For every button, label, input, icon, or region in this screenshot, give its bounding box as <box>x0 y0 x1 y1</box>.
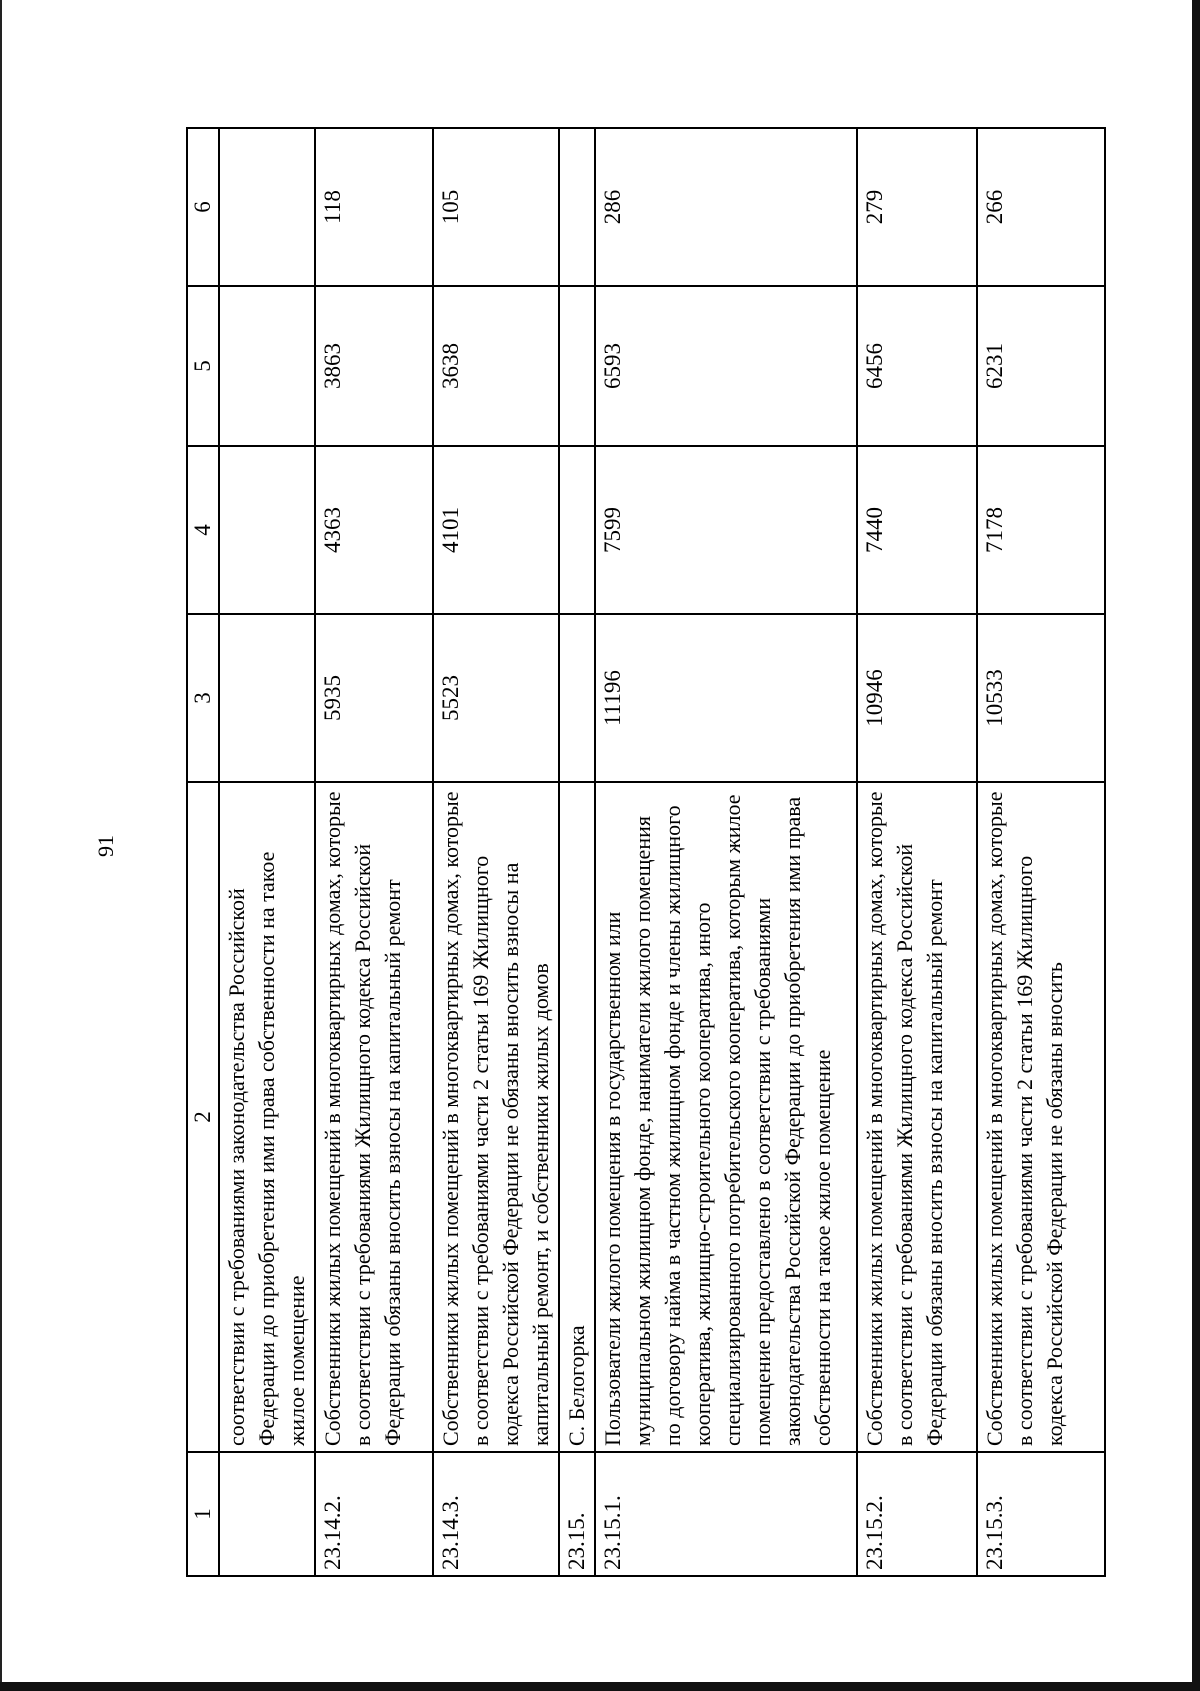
row-col-6: 286 <box>595 128 857 286</box>
row-description: Собственники жилых помещений в многоквартирных домах, которые в соответствии с требованиями Жилищного кодекса Российской Федерации обязаны вносить взносы на капитальный ремонт <box>315 782 433 1452</box>
scan-border-right <box>1192 0 1200 1691</box>
row-col-5 <box>219 286 315 446</box>
row-col-4: 4101 <box>433 446 559 614</box>
header-col-5: 5 <box>187 286 219 446</box>
row-col-4: 4363 <box>315 446 433 614</box>
row-code: 23.15.2. <box>857 1452 977 1576</box>
row-code: 23.15. <box>559 1452 595 1576</box>
table-row <box>219 128 315 1576</box>
header-col-2: 2 <box>187 782 219 1452</box>
row-col-6 <box>219 128 315 286</box>
row-description: Собственники жилых помещений в многоквартирных домах, которые в соответствии с требованиями части 2 статьи 169 Жилищного кодекса Российской Федерации не обязаны вносить <box>977 782 1105 1452</box>
row-col-3: 5935 <box>315 614 433 782</box>
table-row <box>595 128 857 1576</box>
row-col-6: 266 <box>977 128 1105 286</box>
header-col-4: 4 <box>187 446 219 614</box>
row-description: Собственники жилых помещений в многоквартирных домах, которые в соответствии с требованиями Жилищного кодекса Российской Федерации обязаны вносить взносы на капитальный ремонт <box>857 782 977 1452</box>
row-col-6: 279 <box>857 128 977 286</box>
scan-border-bottom <box>0 1682 1200 1691</box>
rotated-table-container <box>186 129 1100 1577</box>
row-col-5: 6593 <box>595 286 857 446</box>
row-code <box>219 1452 315 1576</box>
row-code: 23.14.3. <box>433 1452 559 1576</box>
row-col-4 <box>559 446 595 614</box>
row-col-3: 11196 <box>595 614 857 782</box>
row-col-3: 10946 <box>857 614 977 782</box>
header-col-1: 1 <box>187 1452 219 1576</box>
table-row <box>977 128 1105 1576</box>
scan-border-left <box>0 0 2 1691</box>
header-col-3: 3 <box>187 614 219 782</box>
row-col-4 <box>219 446 315 614</box>
row-col-5 <box>559 286 595 446</box>
row-code: 23.14.2. <box>315 1452 433 1576</box>
row-col-5: 6231 <box>977 286 1105 446</box>
row-col-4: 7178 <box>977 446 1105 614</box>
row-col-4: 7599 <box>595 446 857 614</box>
row-col-6 <box>559 128 595 286</box>
row-col-5: 3863 <box>315 286 433 446</box>
table-row <box>857 128 977 1576</box>
table-row <box>433 128 559 1576</box>
row-code: 23.15.1. <box>595 1452 857 1576</box>
row-col-5: 3638 <box>433 286 559 446</box>
row-code: 23.15.3. <box>977 1452 1105 1576</box>
row-col-3: 10533 <box>977 614 1105 782</box>
row-col-6: 105 <box>433 128 559 286</box>
row-description: Пользователи жилого помещения в государственном или муниципальном жилищном фонде, наниматели жилого помещения по договору найма в частном жилищном фонде и члены жилищного кооператива, жилищно-строительного кооператива, иного специализированного потребительского кооператива, которым жилое помещение предоставлено в соответствии с требованиями законодательства Российской Федерации до приобретения ими права собственности на такое жилое помещение <box>595 782 857 1452</box>
row-col-6: 118 <box>315 128 433 286</box>
row-col-3 <box>559 614 595 782</box>
row-col-5: 6456 <box>857 286 977 446</box>
row-col-3: 5523 <box>433 614 559 782</box>
table-row-section <box>559 128 595 1576</box>
row-description: соответствии с требованиями законодательства Российской Федерации до приобретения ими права собственности на такое жилое помещение <box>219 782 315 1452</box>
tariff-table <box>186 127 1106 1577</box>
row-description: Собственники жилых помещений в многоквартирных домах, которые в соответствии с требованиями части 2 статьи 169 Жилищного кодекса Российской Федерации не обязаны вносить взносы на капитальный ремонт, и собственники жилых домов <box>433 782 559 1452</box>
header-col-6: 6 <box>187 128 219 286</box>
table-row <box>315 128 433 1576</box>
row-col-4: 7440 <box>857 446 977 614</box>
page-number: 91 <box>93 835 118 857</box>
row-description: С. Белогорка <box>559 782 595 1452</box>
header-row <box>187 128 219 1576</box>
row-col-3 <box>219 614 315 782</box>
